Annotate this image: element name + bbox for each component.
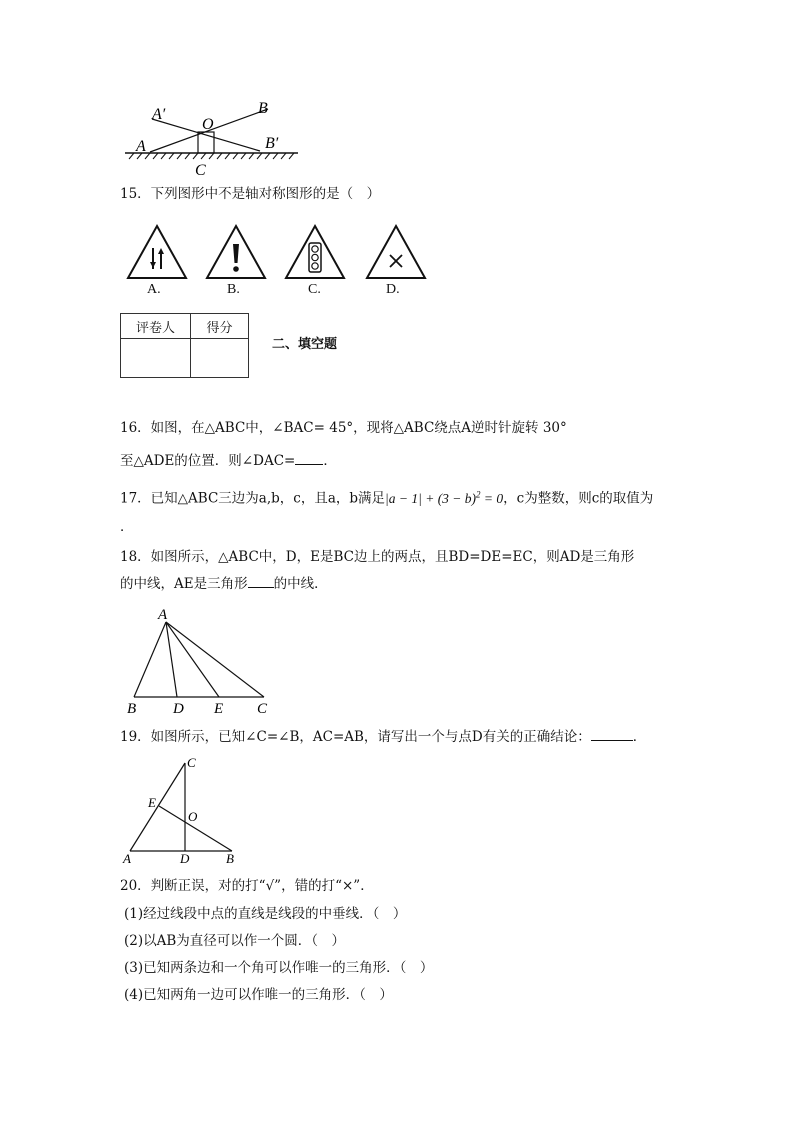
q17-text-before: 17．已知△ABC三边为a,b，c，且a，b满足: [120, 490, 386, 507]
q15-option-d: D.: [386, 282, 400, 297]
score-table-header-score: 得分: [191, 314, 249, 339]
fig14-label-c: C: [195, 162, 206, 179]
q16-answer-blank[interactable]: [295, 452, 323, 465]
q18-line2: [120, 575, 328, 593]
q19-end: ．: [632, 729, 647, 745]
q19-label-c: C: [187, 755, 196, 770]
q19-line: [120, 728, 646, 746]
q20-item-4: (4)已知两角一边可以作唯一的三角形．（ ）: [124, 987, 393, 1003]
score-table: [120, 313, 249, 378]
fig14-label-a-prime: A′: [152, 106, 166, 123]
q15-option-c: C.: [308, 282, 321, 297]
q15-options-figure: [120, 222, 440, 284]
score-table-grader-cell: [121, 339, 191, 378]
q20-item-1: (1)经过线段中点的直线是线段的中垂线．（ ）: [124, 906, 407, 922]
cross-icon: [367, 226, 425, 278]
q19-answer-blank[interactable]: [591, 728, 633, 741]
fig14-label-b: B: [258, 100, 268, 117]
section-title: 二、填空题: [272, 337, 338, 352]
q17-math-expr: |a − 1| + (3 − b): [385, 490, 477, 506]
q19-label-a: A: [123, 851, 131, 866]
q17-math-tail: = 0: [480, 490, 504, 506]
seesaw-figure: [120, 95, 310, 180]
q15-option-b: B.: [227, 282, 240, 297]
score-table-score-cell: [191, 339, 249, 378]
q18-answer-blank[interactable]: [248, 575, 274, 588]
q20-item-2: (2)以AB为直径可以作一个圆．（ ）: [124, 933, 346, 949]
two-arrows-icon: [128, 226, 186, 278]
q18-label-e: E: [214, 701, 224, 717]
q16-line2-text: 至△ADE的位置．则∠DAC=: [120, 453, 296, 469]
q18-label-a: A: [158, 607, 168, 623]
q15-option-a: A.: [147, 282, 161, 297]
fig14-label-a: A: [136, 138, 146, 155]
q18-label-b: B: [127, 701, 137, 717]
q16-line2-end: ．: [323, 453, 337, 469]
q18-label-d: D: [173, 701, 184, 717]
q19-figure: [120, 755, 245, 867]
q20-text: 20．判断正误，对的打“√”，错的打“×”．: [120, 878, 374, 894]
q18-figure: [120, 605, 280, 717]
q18-line1: 18．如图所示，△ABC中，D，E是BC边上的两点，且BD=DE=EC，则AD是三角形: [120, 549, 635, 565]
q18-line2-b: 的中线．: [273, 576, 328, 592]
q18-label-c: C: [257, 701, 268, 717]
q15-text: 15．下列图形中不是轴对称图形的是（ ）: [120, 186, 381, 202]
q17-text-after: ，c为整数，则c的取值为: [503, 490, 654, 507]
q17-line1: [120, 485, 653, 508]
fig14-label-o: O: [202, 116, 214, 133]
traffic-light-icon: [286, 226, 344, 278]
q19-label-o: O: [188, 809, 198, 824]
score-table-header-grader: 评卷人: [121, 314, 191, 339]
q18-line2-a: 的中线，AE是三角形: [120, 576, 248, 592]
q19-label-e: E: [148, 795, 156, 810]
q19-label-b: B: [226, 851, 234, 866]
fig14-label-b-prime: B′: [265, 135, 279, 152]
q20-item-3: (3)已知两条边和一个角可以作唯一的三角形．（ ）: [124, 960, 434, 976]
q17-math-exponent: 2: [476, 489, 481, 499]
exclamation-icon: [207, 226, 265, 278]
q17-line2: ．: [120, 519, 134, 535]
q19-label-d: D: [180, 851, 190, 866]
q19-text: 19．如图所示，已知∠C=∠B，AC=AB，请写出一个与点D有关的正确结论：: [120, 729, 591, 745]
q16-line2: [120, 452, 337, 470]
q17-math: [385, 491, 503, 506]
q16-line1: 16．如图，在△ABC中，∠BAC= 45°，现将△ABC绕点A逆时针旋转 30°: [120, 420, 567, 436]
